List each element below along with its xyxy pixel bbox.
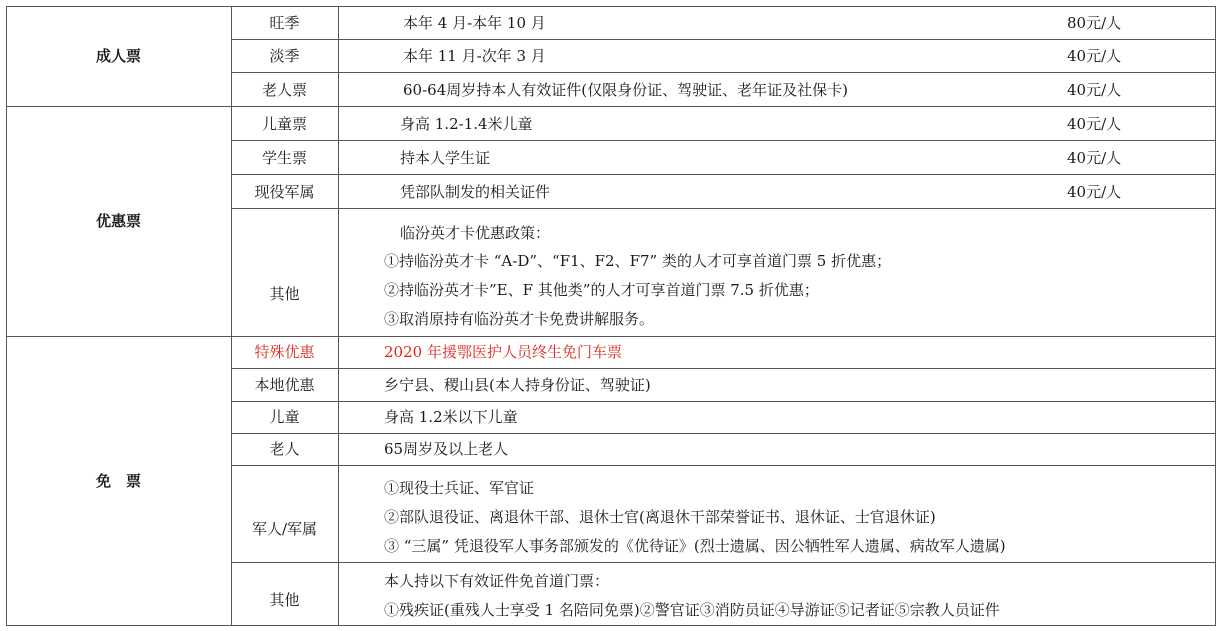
ticket-desc-free-senior: 65周岁及以上老人	[384, 440, 509, 458]
military-doc-line: ②部队退役证、离退休干部、退休士官(离退休干部荣誉证书、退休证、士官退休证)	[384, 508, 936, 526]
ticket-type-free-child: 儿童	[269, 408, 300, 426]
section-divider	[6, 336, 1216, 337]
table-border-right	[1215, 6, 1216, 626]
row-divider	[231, 208, 1216, 209]
row-divider	[231, 140, 1216, 141]
ticket-type-senior: 老人票	[261, 81, 307, 99]
table-border-top	[6, 6, 1216, 7]
ticket-type-free-senior: 老人	[269, 440, 300, 458]
ticket-price-peak: 80元/人	[1067, 14, 1122, 32]
ticket-type-discount-other: 其他	[269, 285, 300, 303]
category-discount: 优惠票	[95, 212, 141, 230]
talent-card-policy-title: 临汾英才卡优惠政策：	[400, 224, 551, 242]
row-divider	[231, 562, 1216, 563]
row-divider	[231, 72, 1216, 73]
ticket-desc-student: 持本人学生证	[400, 149, 491, 167]
ticket-desc-local: 乡宁县、稷山县(本人持身份证、驾驶证)	[384, 376, 651, 394]
table-border-bottom	[6, 625, 1216, 626]
row-divider	[231, 39, 1216, 40]
ticket-desc-offpeak: 本年 11 月-次年 3 月	[403, 47, 546, 65]
talent-card-policy-line: ②持临汾英才卡”E、F 其他类”的人才可享首道门票 7.5 折优惠；	[384, 281, 819, 299]
free-other-intro: 本人持以下有效证件免首道门票：	[384, 572, 610, 590]
ticket-price-military-family: 40元/人	[1067, 183, 1122, 201]
category-free: 免 票	[95, 472, 141, 490]
talent-card-policy-line: ③取消原持有临汾英才卡免费讲解服务。	[384, 310, 655, 328]
category-adult: 成人票	[95, 47, 141, 65]
section-divider	[6, 106, 1216, 107]
row-divider	[231, 174, 1216, 175]
ticket-type-student: 学生票	[261, 149, 307, 167]
ticket-type-peak: 旺季	[269, 14, 300, 32]
talent-card-policy-line: ①持临汾英才卡 “A-D”、“F1、F2、F7” 类的人才可享首道门票 5 折优惠；	[384, 252, 892, 270]
row-divider	[231, 465, 1216, 466]
ticket-type-child: 儿童票	[261, 115, 307, 133]
row-divider	[231, 433, 1216, 434]
military-doc-line: ③ “三属” 凭退役军人事务部颁发的《优待证》(烈士遗属、因公牺牲军人遗属、病故军人遗属)	[384, 537, 1006, 555]
ticket-desc-free-child: 身高 1.2米以下儿童	[384, 408, 518, 426]
ticket-type-local: 本地优惠	[254, 376, 315, 394]
ticket-desc-peak: 本年 4 月-本年 10 月	[403, 14, 546, 32]
military-doc-line: ①现役士兵证、军官证	[384, 479, 535, 497]
ticket-price-child: 40元/人	[1067, 115, 1122, 133]
row-divider	[231, 401, 1216, 402]
column-divider	[338, 6, 339, 626]
ticket-desc-special: 2020 年援鄂医护人员终生免门车票	[384, 343, 622, 361]
ticket-type-military: 军人/军属	[251, 520, 318, 538]
ticket-price-offpeak: 40元/人	[1067, 47, 1122, 65]
ticket-desc-child: 身高 1.2-1.4米儿童	[400, 115, 533, 133]
ticket-desc-military-family: 凭部队制发的相关证件	[400, 183, 551, 201]
ticket-desc-senior: 60-64周岁持本人有效证件(仅限身份证、驾驶证、老年证及社保卡)	[403, 81, 848, 99]
ticket-type-special: 特殊优惠	[254, 343, 315, 361]
ticket-type-military-family: 现役军属	[254, 183, 315, 201]
ticket-type-free-other: 其他	[269, 591, 300, 609]
ticket-type-offpeak: 淡季	[269, 47, 300, 65]
row-divider	[231, 368, 1216, 369]
free-other-docs: ①残疾证(重残人士享受 1 名陪同免票)②警官证③消防员证④导游证⑤记者证⑤宗教人员证件	[384, 601, 1000, 619]
ticket-price-student: 40元/人	[1067, 149, 1122, 167]
ticket-price-senior: 40元/人	[1067, 81, 1122, 99]
table-border-left	[6, 6, 7, 626]
